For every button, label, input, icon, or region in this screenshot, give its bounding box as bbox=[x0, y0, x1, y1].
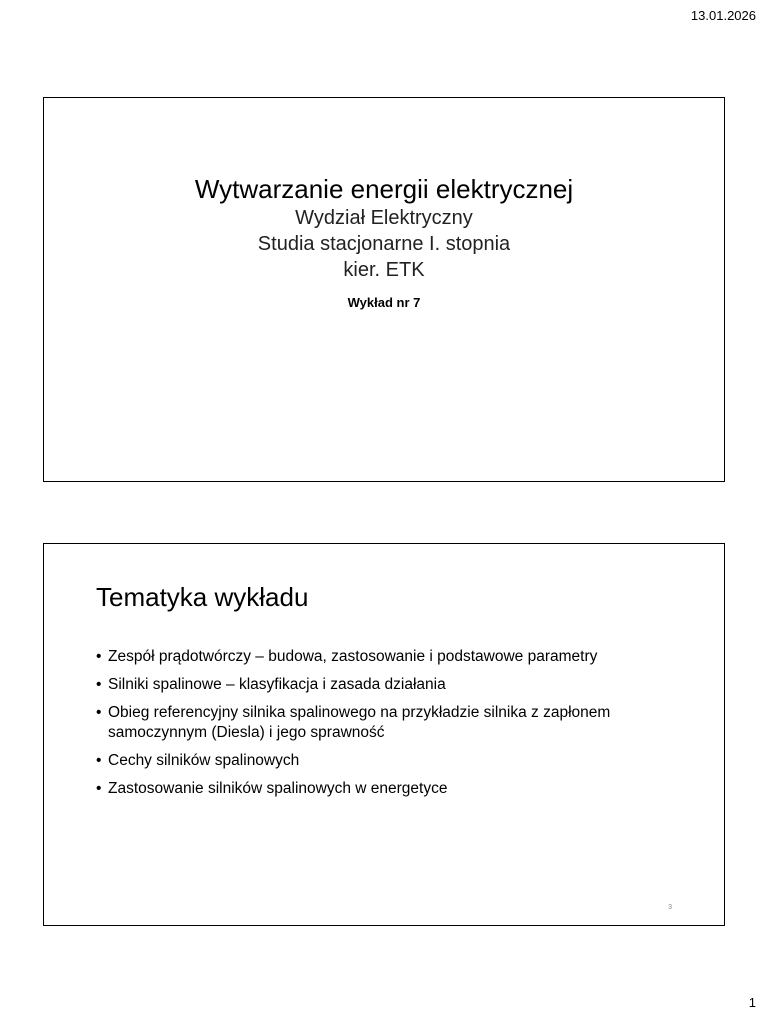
topic-item: • Cechy silników spalinowych bbox=[96, 751, 656, 771]
lecture-number: Wykład nr 7 bbox=[347, 295, 421, 310]
study-mode-line: Studia stacjonarne I. stopnia bbox=[257, 233, 511, 255]
topic-item: • Zespół prądotwórczy – budowa, zastosowanie i podstawowe parametry bbox=[96, 647, 656, 667]
field-of-study-line: kier. ETK bbox=[343, 259, 425, 281]
faculty-line: Wydział Elektryczny bbox=[295, 207, 473, 229]
topic-item: • Silniki spalinowe – klasyfikacja i zasada działania bbox=[96, 675, 656, 695]
topics-title: Tematyka wykładu bbox=[96, 582, 309, 612]
title-slide bbox=[43, 97, 725, 482]
topic-item: • Obieg referencyjny silnika spalinowego na przykładzie silnika z zapłonem samoczynnym (Diesla) i jego sprawność bbox=[96, 703, 656, 743]
topics-slide bbox=[43, 543, 725, 926]
title-block bbox=[44, 173, 724, 310]
page-number: 1 bbox=[748, 995, 756, 1010]
topics-list bbox=[96, 647, 656, 807]
slide-number: 3 bbox=[668, 904, 672, 911]
slide-title: Wytwarzanie energii elektrycznej bbox=[194, 174, 574, 204]
topic-item: • Zastosowanie silników spalinowych w energetyce bbox=[96, 779, 656, 799]
page-date: 13.01.2026 bbox=[690, 8, 756, 23]
